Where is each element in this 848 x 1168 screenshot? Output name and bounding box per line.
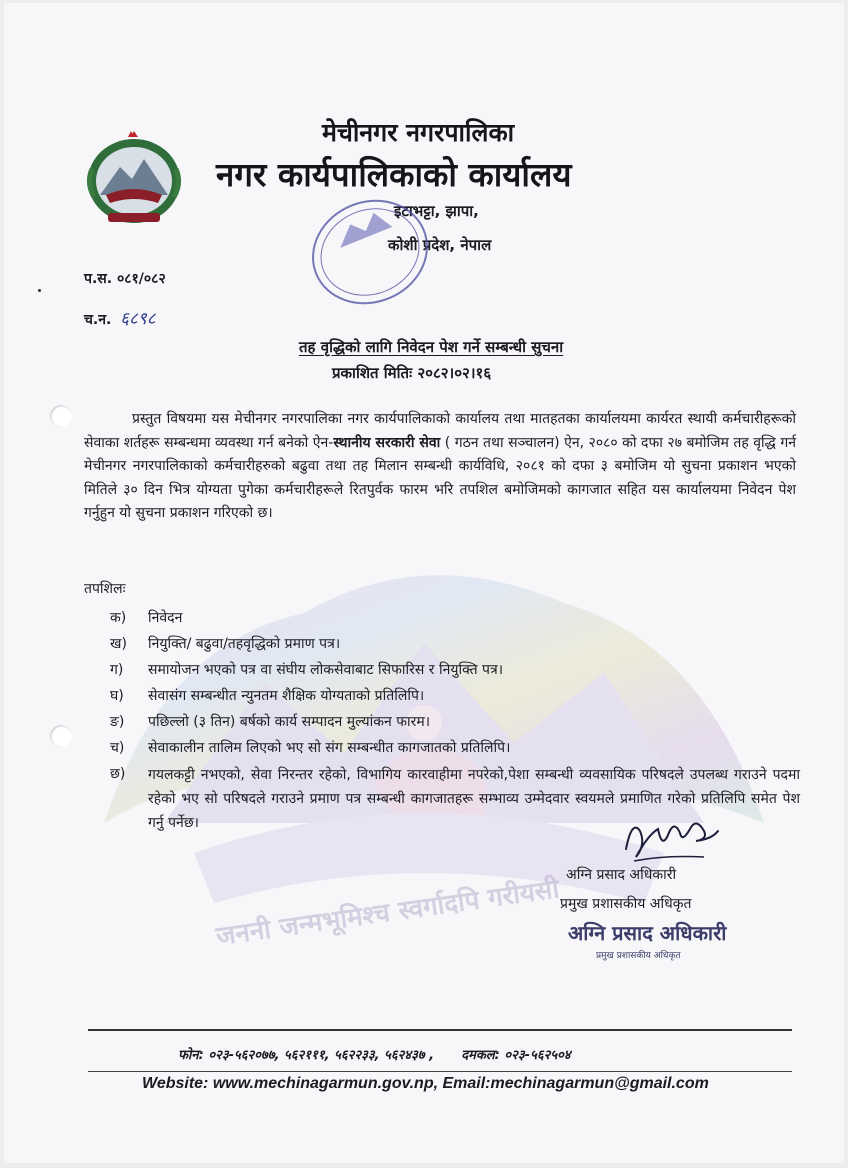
phone-numbers: ०२३-५६२०७७, ५६२१११, ५६२२३३, ५६२४३७ , [208, 1048, 435, 1063]
published-date [332, 363, 491, 383]
address-line-2: कोशी प्रदेश, नेपाल [388, 236, 492, 254]
item-label: ख) [110, 636, 127, 652]
fire-number: ०२३-५६२५०४ [504, 1048, 571, 1063]
handwritten-signature [616, 809, 726, 871]
published-date-value: २०८२।०२।१६ [417, 364, 492, 382]
body-text-part2: ( गठन तथा सञ्चालन) ऐन, २०८० को दफा २७ बमोजिम तह वृद्धि गर्न मेचीनगर नगरपालिकाको कर्मचारीहरुको बढुवा तथा तह मिलान सम्बन्धी कार्यविधि, २०८१ को दफा ३ बमोजिम यो सुचना प्रकाशन भएको मितिले ३० दिन भित्र योग्यता पुगेका कर्मचारीहरूले रितपुर्वक फारम भरि तपशिल बमोजिमको कागजात सहित यस कार्यालयमा निवेदन पेश गर्नुहुन यो सुचना प्रकाशन गरिएको छ। [84, 434, 797, 521]
body-text-bold: स्थानीय सरकारी सेवा [333, 434, 441, 451]
punch-hole [50, 405, 72, 427]
cn-value: ६८९८ [120, 309, 156, 329]
item-label: क) [110, 610, 127, 626]
footer-divider [88, 1071, 792, 1072]
signatory-title: प्रमुख प्रशासकीय अधिकृत [560, 896, 692, 912]
item-text: समायोजन भएको पत्र वा संघीय लोकसेवाबाट सिफारिस र नियुक्ति पत्र। [148, 662, 504, 678]
item-label: ङ) [110, 714, 125, 730]
item-text: सेवासंग सम्बन्धीत न्युनतम शैक्षिक योग्यताको प्रतिलिपि। [148, 688, 425, 704]
published-label: प्रकाशित मितिः [332, 364, 413, 382]
reference-ps [84, 269, 166, 288]
name-stamp-title: प्रमुख प्रशासकीय अधिकृत [596, 951, 681, 961]
item-label: ग) [110, 662, 124, 678]
body-text-part1: प्रस्तुत विषयमा यस मेचीनगर नगरपालिका नगर कार्यपालिकाको कार्यालय तथा मातहतका कार्यालयमा कार्यरत स्थायी कर्मचारीहरूको सेवाका शर्तहरू सम्बन्धमा व्यवस्था गर्न बनेको ऐन- [84, 411, 796, 451]
ps-label: प.स. [84, 271, 113, 287]
item-label: च) [110, 740, 125, 756]
scan-speck [38, 289, 41, 292]
required-documents-list [110, 607, 800, 839]
nepal-emblem-logo [78, 129, 190, 231]
item-text: नियुक्ति/ बढुवा/तहवृद्धिको प्रमाण पत्र। [148, 636, 341, 652]
cn-label: च.न. [84, 312, 112, 328]
details-heading: तपशिलः [84, 581, 126, 597]
item-text: पछिल्लो (३ तिन) बर्षको कार्य सम्पादन मुल्यांकन फारम। [148, 714, 431, 730]
municipality-name: मेचीनगर नगरपालिका [322, 118, 515, 147]
list-item [110, 633, 800, 655]
notice-page [4, 3, 844, 1163]
notice-body [84, 408, 796, 526]
phone-label: फोन: [178, 1048, 204, 1063]
name-stamp: अग्नि प्रसाद अधिकारी [568, 921, 727, 945]
list-item [110, 685, 800, 707]
fire-label: दमकल: [461, 1048, 500, 1063]
item-label: छ) [110, 766, 126, 782]
office-name: नगर कार्यपालिकाको कार्यालय [216, 155, 572, 194]
ps-value: ०८१/०८२ [116, 271, 166, 287]
list-item [110, 659, 800, 681]
list-item [110, 607, 800, 629]
footer-contact [178, 1045, 571, 1063]
item-text: गयलकट्टी नभएको, सेवा निरन्तर रहेको, विभागिय कारवाहीमा नपरेको,पेशा सम्बन्धी व्यवसायिक परिषदले उपलब्ध गराउने पदमा रहेको भए सो परिषदले गराउने प्रमाण पत्र सम्बन्धी कागजातहरू सम्भाव्य उम्मेदवार स्वयमले प्रमाणित गरेको प्रतिलिपि समेत पेश गर्नु पर्नेछ। [148, 767, 800, 831]
footer-divider [88, 1029, 792, 1031]
notice-title: तह वृद्धिको लागि निवेदन पेश गर्ने सम्बन्धी सुचना [299, 338, 564, 356]
list-item [110, 737, 800, 759]
signatory-name: अग्नि प्रसाद अधिकारी [566, 867, 677, 883]
office-stamp [304, 193, 436, 311]
reference-cn [84, 306, 156, 329]
item-text: निवेदन [148, 610, 183, 626]
item-label: घ) [110, 688, 124, 704]
punch-hole [50, 725, 72, 747]
address-line-1: इटाभट्टा, झापा, [394, 202, 479, 220]
item-text: सेवाकालीन तालिम लिएको भए सो संग सम्बन्धीत कागजातको प्रतिलिपि। [148, 740, 511, 756]
website-email-line: Website: www.mechinagarmun.gov.np, Email:mechinagarmun@gmail.com [142, 1075, 709, 1092]
watermark-motto: जननी जन्मभूमिश्च स्वर्गादपि गरीयसी [214, 874, 561, 953]
list-item [110, 711, 800, 733]
